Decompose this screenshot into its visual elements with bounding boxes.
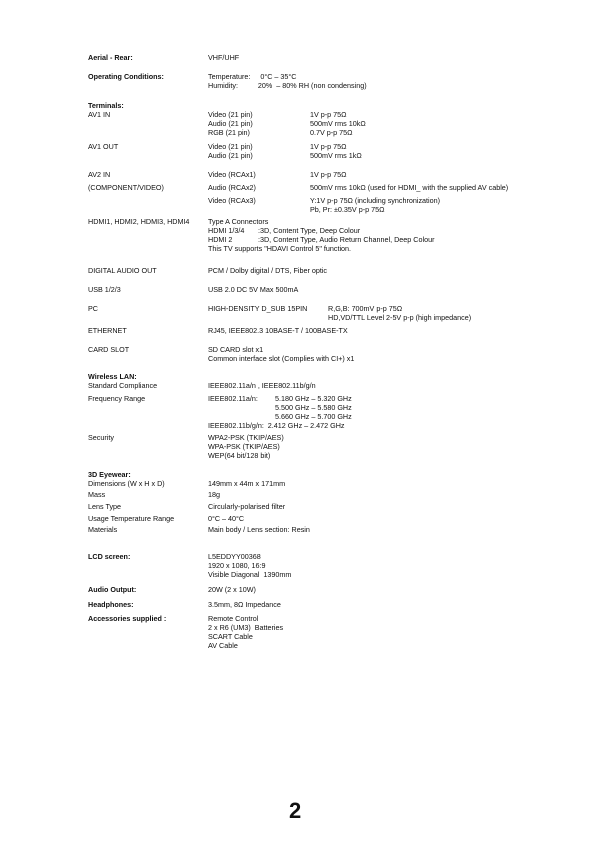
wireless-freq-a: 5.660 GHz – 5.700 GHz — [275, 412, 352, 421]
av1-out-row: Video (21 pin) — [208, 142, 253, 151]
headphones-label: Headphones: — [88, 600, 134, 609]
operating-temp: Temperature: 0°C – 35°C — [208, 72, 297, 81]
wireless-std-label: Standard Compliance — [88, 381, 158, 390]
headphones-value: 3.5mm, 8Ω Impedance — [208, 600, 281, 609]
accessories-line: 2 x R6 (UM3) Batteries — [208, 623, 284, 632]
wireless-sec-label: Security — [88, 433, 114, 442]
usb-value: USB 2.0 DC 5V Max 500mA — [208, 285, 299, 294]
eyewear-row-value: Circularly-polarised filter — [208, 502, 286, 511]
av1-in-row: 500mV rms 10kΩ — [310, 119, 366, 128]
av2-in-row: Video (RCAx3) — [208, 196, 256, 205]
digital-audio-value: PCM / Dolby digital / DTS, Fiber optic — [208, 266, 328, 275]
wireless-sec: WEP(64 bit/128 bit) — [208, 451, 271, 460]
av2-in-extra: Pb, Pr: ±0.35V p-p 75Ω — [310, 205, 385, 214]
hdmi-line3a: HDMI 2 — [208, 235, 233, 244]
accessories-line: Remote Control — [208, 614, 259, 623]
aerial-value: VHF/UHF — [208, 53, 240, 62]
av2-in-row: 500mV rms 10kΩ (used for HDMI_ with the supplied AV cable) — [310, 183, 509, 192]
eyewear-row-value: 18g — [208, 490, 220, 499]
lcd-label: LCD screen: — [88, 552, 131, 561]
audio-label: Audio Output: — [88, 585, 137, 594]
pc-label: PC — [88, 304, 98, 313]
page-number: 2 — [289, 798, 302, 823]
card-slot-label: CARD SLOT — [88, 345, 130, 354]
av1-in-row: 1V p-p 75Ω — [310, 110, 347, 119]
accessories-line: AV Cable — [208, 641, 238, 650]
eyewear-row-value: 149mm x 44m x 171mm — [208, 479, 286, 488]
hdmi-line2a: HDMI 1/3/4 — [208, 226, 245, 235]
ethernet-label: ETHERNET — [88, 326, 127, 335]
wireless-heading: Wireless LAN: — [88, 372, 137, 381]
av1-out-label: AV1 OUT — [88, 142, 119, 151]
digital-audio-label: DIGITAL AUDIO OUT — [88, 266, 157, 275]
pc-value: HIGH-DENSITY D_SUB 15PIN — [208, 304, 308, 313]
accessories-line: SCART Cable — [208, 632, 253, 641]
lcd-line: L5EDDYY00368 — [208, 552, 261, 561]
av2-in-row: 1V p-p 75Ω — [310, 170, 347, 179]
av1-out-row: Audio (21 pin) — [208, 151, 253, 160]
av2-in-row: Y:1V p-p 75Ω (including synchronization) — [310, 196, 441, 205]
wireless-sec: WPA2-PSK (TKIP/AES) — [208, 433, 284, 442]
eyewear-row-label: Dimensions (W x H x D) — [88, 479, 165, 488]
wireless-freq-a: 5.500 GHz – 5.580 GHz — [275, 403, 352, 412]
eyewear-row-label: Lens Type — [88, 502, 122, 511]
hdmi-line3b: :3D, Content Type, Audio Return Channel, Deep Colour — [258, 235, 435, 244]
hdmi-line4: This TV supports "HDAVI Control 5" function. — [208, 244, 352, 253]
wireless-freq-a-label: IEEE802.11a/n: — [208, 394, 258, 403]
card-slot-value-2: Common interface slot (Complies with CI+) x1 — [208, 354, 355, 363]
av1-in-row: Video (21 pin) — [208, 110, 253, 119]
av1-in-row: Audio (21 pin) — [208, 119, 253, 128]
av1-in-label: AV1 IN — [88, 110, 111, 119]
lcd-line: Visible Diagonal 1390mm — [208, 570, 292, 579]
av1-in-row: RGB (21 pin) — [208, 128, 250, 137]
eyewear-row-label: Usage Temperature Range — [88, 514, 175, 523]
eyewear-row-label: Materials — [88, 525, 118, 534]
wireless-std-value: IEEE802.11a/n , IEEE802.11b/g/n — [208, 381, 316, 390]
eyewear-heading: 3D Eyewear: — [88, 470, 131, 479]
hdmi-line1: Type A Connectors — [208, 217, 269, 226]
pc-value-2: HD,VD/TTL Level 2-5V p-p (high impedance) — [328, 313, 472, 322]
wireless-freq-b: IEEE802.11b/g/n: 2.412 GHz – 2.472 GHz — [208, 421, 345, 430]
usb-label: USB 1/2/3 — [88, 285, 121, 294]
wireless-sec: WPA-PSK (TKIP/AES) — [208, 442, 280, 451]
eyewear-row-value: Main body / Lens section: Resin — [208, 525, 310, 534]
accessories-label: Accessories supplied : — [88, 614, 167, 623]
av1-out-row: 1V p-p 75Ω — [310, 142, 347, 151]
hdmi-line2b: :3D, Content Type, Deep Colour — [258, 226, 361, 235]
av1-out-row: 500mV rms 1kΩ — [310, 151, 362, 160]
card-slot-value-1: SD CARD slot x1 — [208, 345, 264, 354]
av2-in-label: AV2 IN — [88, 170, 111, 179]
terminals-heading: Terminals: — [88, 101, 124, 110]
operating-humidity: Humidity: 20% – 80% RH (non condensing) — [208, 81, 367, 90]
av2-in-label2: (COMPONENT/VIDEO) — [88, 183, 164, 192]
wireless-freq-label: Frequency Range — [88, 394, 146, 403]
audio-value: 20W (2 x 10W) — [208, 585, 256, 594]
lcd-line: 1920 x 1080, 16:9 — [208, 561, 266, 570]
av2-in-row: Video (RCAx1) — [208, 170, 256, 179]
ethernet-value: RJ45, IEEE802.3 10BASE-T / 100BASE-TX — [208, 326, 348, 335]
av1-in-row: 0.7V p-p 75Ω — [310, 128, 353, 137]
hdmi-label: HDMI1, HDMI2, HDMI3, HDMI4 — [88, 217, 190, 226]
eyewear-row-value: 0°C – 40°C — [208, 514, 245, 523]
aerial-label: Aerial - Rear: — [88, 53, 133, 62]
operating-label: Operating Conditions: — [88, 72, 164, 81]
pc-value-1: R,G,B: 700mV p-p 75Ω — [328, 304, 403, 313]
eyewear-row-label: Mass — [88, 490, 106, 499]
wireless-freq-a: 5.180 GHz – 5.320 GHz — [275, 394, 352, 403]
av2-in-row: Audio (RCAx2) — [208, 183, 256, 192]
